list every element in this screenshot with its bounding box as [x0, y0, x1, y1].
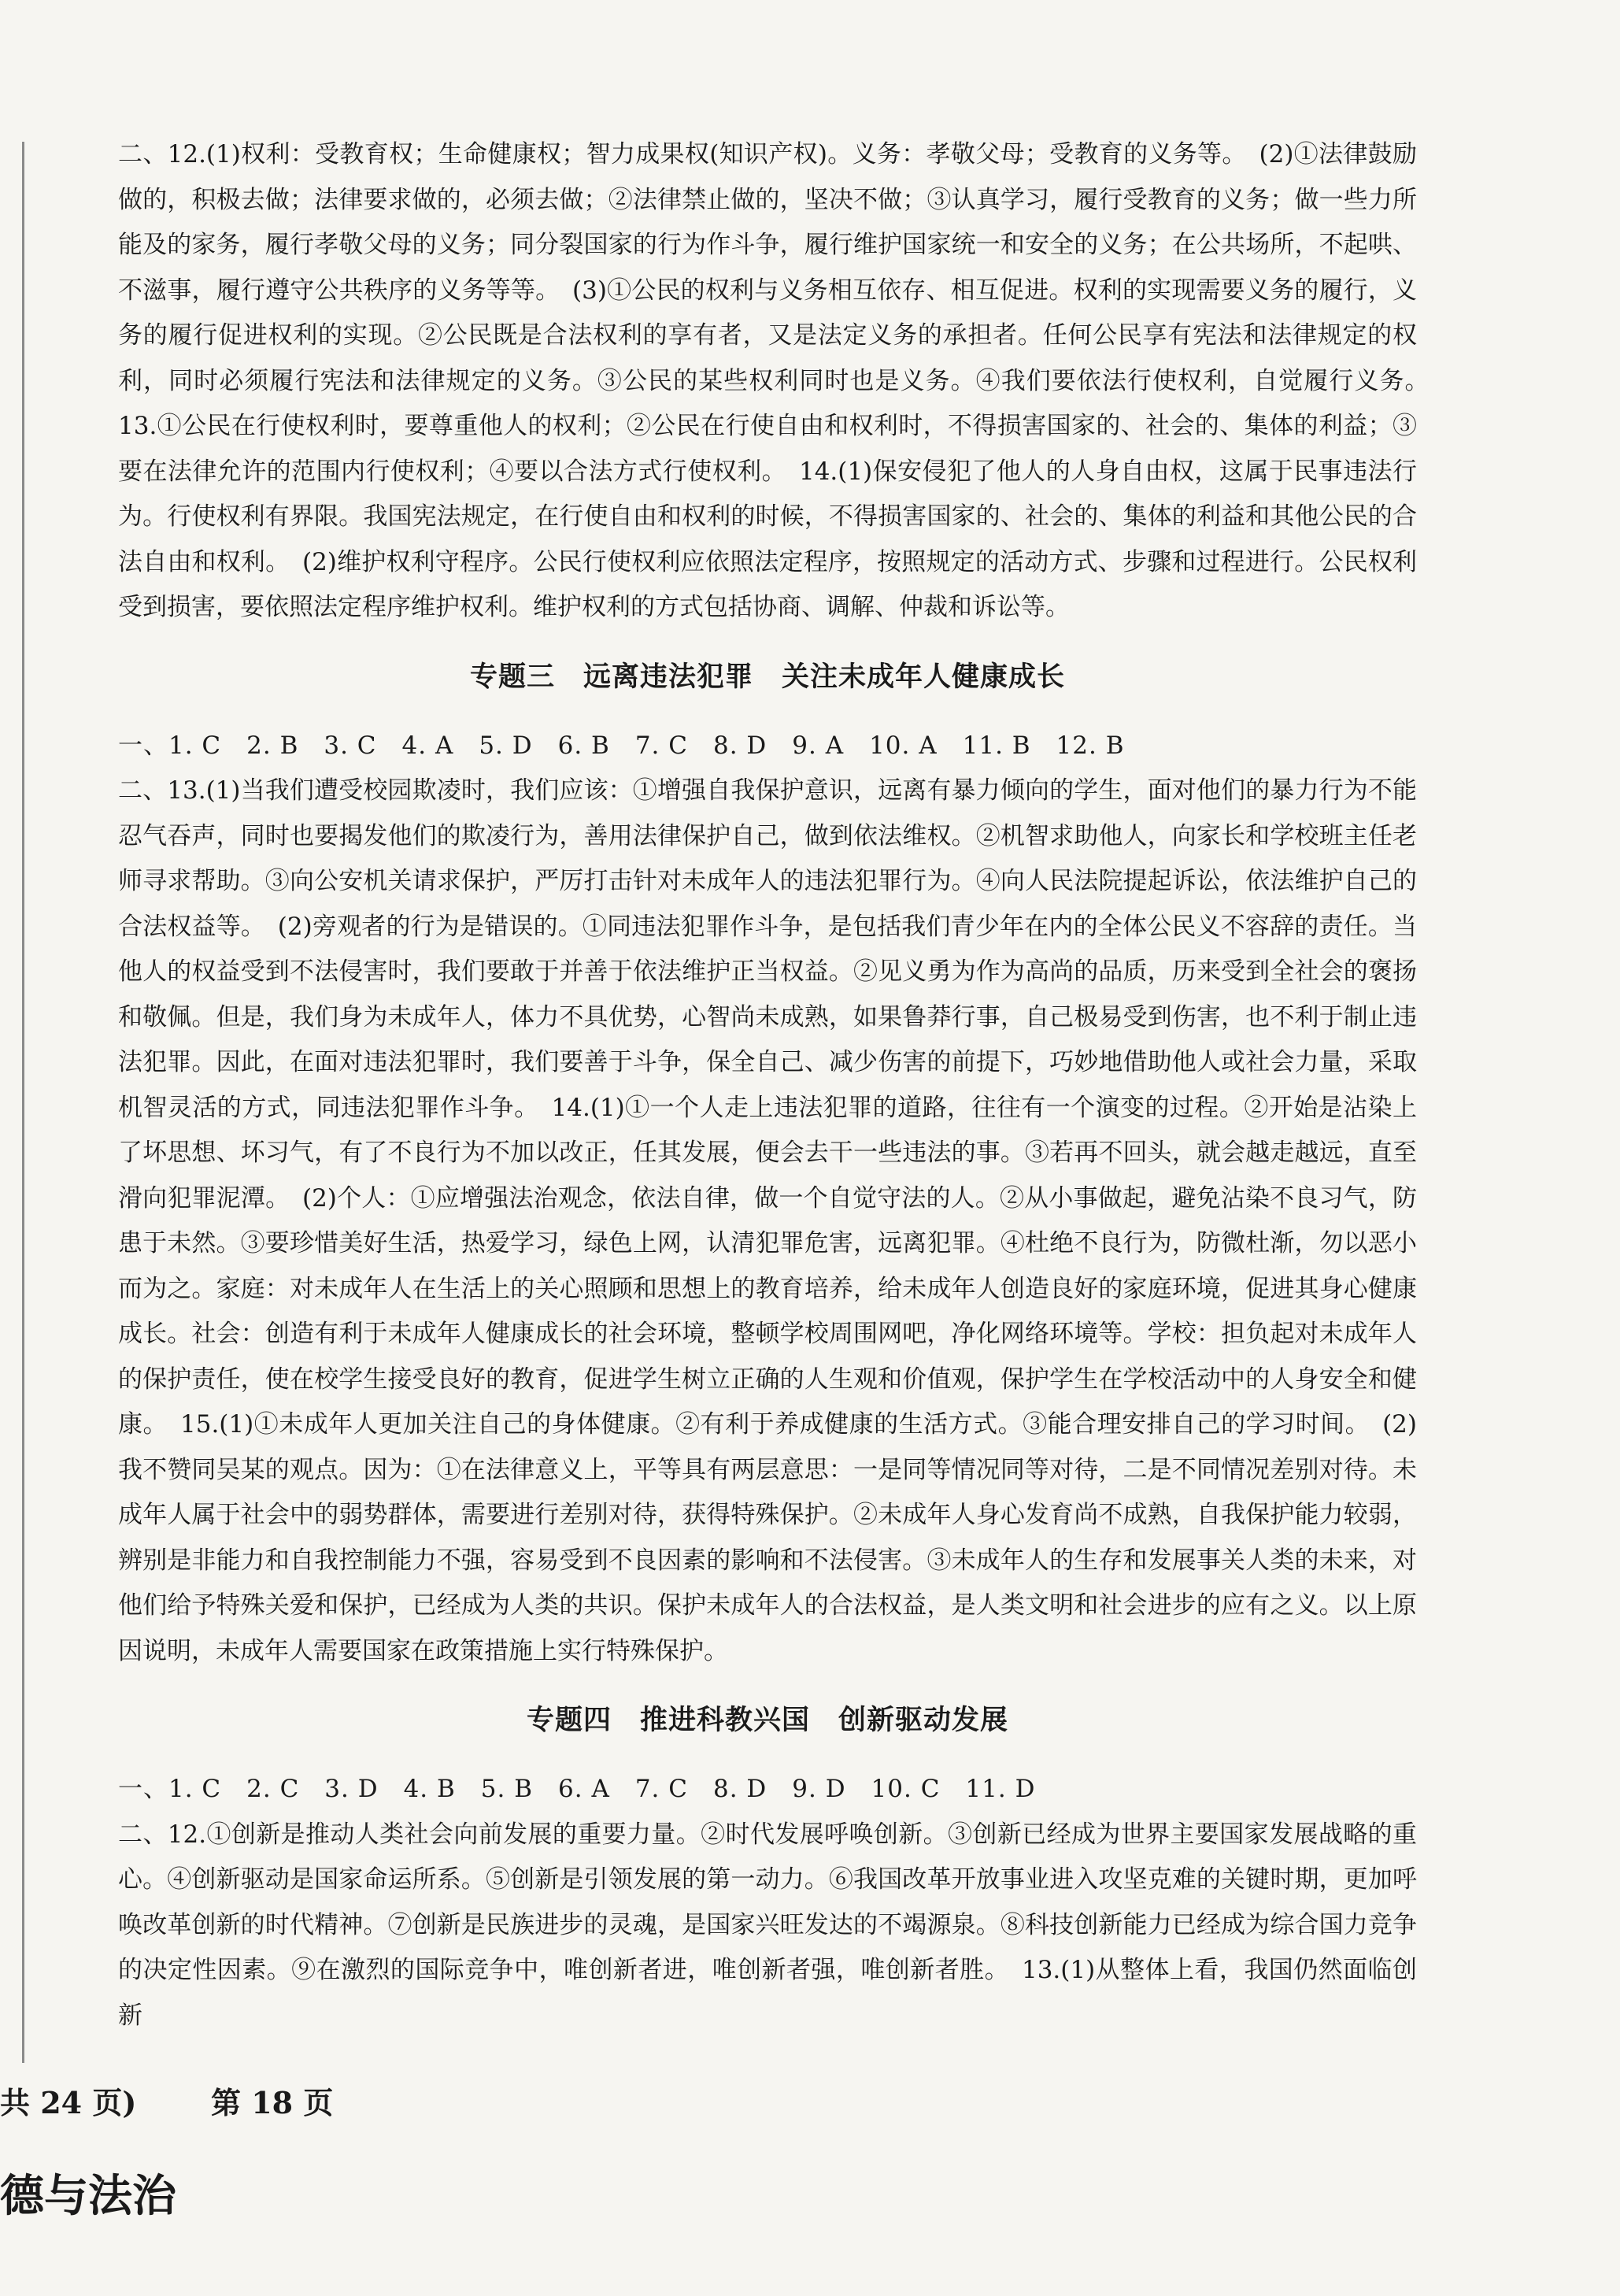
topic3-title: 专题三 远离违法犯罪 关注未成年人健康成长 [469, 661, 1065, 693]
topic4-answers: 二、12.①创新是推动人类社会向前发展的重要力量。②时代发展呼唤创新。③创新已经成为世界主要国家发展战略的重心。④创新驱动是国家命运所系。⑤创新是引领发展的第一动力。⑥我国改革开放事业进入攻坚克难的关键时期，更加呼唤改革创新的时代精神。⑦创新是民族进步的灵魂，是国家兴旺发达的不竭源泉。⑧科技创新能力已经成为综合国力竞争的决定性因素。⑨在激烈的国际竞争中，唯创新者进，唯创新者强，唯创新者胜。 13.(1)从整体上看，我国仍然面临创新 [118, 1820, 1417, 2030]
page-number: 第 18 页 [211, 2085, 334, 2120]
subject-title: 德与法治 [0, 2171, 176, 2222]
page-edge-line [22, 142, 24, 2063]
topic4-multiple-choice: 一、1. C 2. C 3. D 4. B 5. B 6. A 7. C 8. D 9. D 10. C 11. D [118, 1775, 1036, 1803]
answer-content [118, 132, 1441, 2039]
topic4-title: 专题四 推进科教兴国 创新驱动发展 [526, 1705, 1008, 1736]
total-pages: 共 24 页) [0, 2085, 137, 2120]
section2-answers-top: 二、12.(1)权利：受教育权；生命健康权；智力成果权(知识产权)。义务：孝敬父母；受教育的义务等。 (2)①法律鼓励做的，积极去做；法律要求做的，必须去做；②法律禁止做的，坚决不做；③认真学习，履行受教育的义务；做一些力所能及的家务，履行孝敬父母的义务；同分裂国家的行为作斗争，履行维护国家统一和安全的义务；在公共场所，不起哄、不滋事，履行遵守公共秩序的义务等等。 (3)①公民的权利与义务相互依存、相互促进。权利的实现需要义务的履行，义务的履行促进权利的实现。②公民既是合法权利的享有者，又是法定义务的承担者。任何公民享有宪法和法律规定的权利，同时必须履行宪法和法律规定的义务。③公民的某些权利同时也是义务。④我们要依法行使权利，自觉履行义务。 13.①公民在行使权利时，要尊重他人的权利；②公民在行使自由和权利时，不得损害国家的、社会的、集体的利益；③要在法律允许的范围内行使权利；④要以合法方式行使权利。 14.(1)保安侵犯了他人的人身自由权，这属于民事违法行为。行使权利有界限。我国宪法规定，在行使自由和权利的时候，不得损害国家的、社会的、集体的利益和其他公民的合法自由和权利。 (2)维护权利守程序。公民行使权利应依照法定程序，按照规定的活动方式、步骤和过程进行。公民权利受到损害，要依照法定程序维护权利。维护权利的方式包括协商、调解、仲裁和诉讼等。 [118, 140, 1441, 621]
topic3-multiple-choice: 一、1. C 2. B 3. C 4. A 5. D 6. B 7. C 8. D 9. A 10. A 11. B 12. B [118, 731, 1125, 760]
topic3-answers: 二、13.(1)当我们遭受校园欺凌时，我们应该：①增强自我保护意识，远离有暴力倾向的学生，面对他们的暴力行为不能忍气吞声，同时也要揭发他们的欺凌行为，善用法律保护自己，做到依法维权。②机智求助他人，向家长和学校班主任老师寻求帮助。③向公安机关请求保护，严厉打击针对未成年人的违法犯罪行为。④向人民法院提起诉讼，依法维护自己的合法权益等。 (2)旁观者的行为是错误的。①同违法犯罪作斗争，是包括我们青少年在内的全体公民义不容辞的责任。当他人的权益受到不法侵害时，我们要敢于并善于依法维护正当权益。②见义勇为作为高尚的品质，历来受到全社会的褒扬和敬佩。但是，我们身为未成年人，体力不具优势，心智尚未成熟，如果鲁莽行事，自己极易受到伤害，也不利于制止违法犯罪。因此，在面对违法犯罪时，我们要善于斗争，保全自己、减少伤害的前提下，巧妙地借助他人或社会力量，采取机智灵活的方式，同违法犯罪作斗争。 14.(1)①一个人走上违法犯罪的道路，往往有一个演变的过程。②开始是沾染上了坏思想、坏习气，有了不良行为不加以改正，任其发展，便会去干一些违法的事。③若再不回头，就会越走越远，直至滑向犯罪泥潭。 (2)个人：①应增强法治观念，依法自律，做一个自觉守法的人。②从小事做起，避免沾染不良习气，防患于未然。③要珍惜美好生活，热爱学习，绿色上网，认清犯罪危害，远离犯罪。④杜绝不良行为，防微杜渐，勿以恶小而为之。家庭：对未成年人在生活上的关心照顾和思想上的教育培养，给未成年人创造良好的家庭环境，促进其身心健康成长。社会：创造有利于未成年人健康成长的社会环境，整顿学校周围网吧，净化网络环境等。学校：担负起对未成年人的保护责任，使在校学生接受良好的教育，促进学生树立正确的人生观和价值观，保护学生在学校活动中的人身安全和健康。 15.(1)①未成年人更加关注自己的身体健康。②有利于养成健康的生活方式。③能合理安排自己的学习时间。 (2)我不赞同吴某的观点。因为：①在法律意义上，平等具有两层意思：一是同等情况同等对待，二是不同情况差别对待。未成年人属于社会中的弱势群体，需要进行差别对待，获得特殊保护。②未成年人身心发育尚不成熟，自我保护能力较弱，辨别是非能力和自我控制能力不强，容易受到不良因素的影响和不法侵害。③未成年人的生存和发展事关人类的未来，对他们给予特殊关爱和保护，已经成为人类的共识。保护未成年人的合法权益，是人类文明和社会进步的应有之义。以上原因说明，未成年人需要国家在政策措施上实行特殊保护。 [118, 776, 1417, 1665]
